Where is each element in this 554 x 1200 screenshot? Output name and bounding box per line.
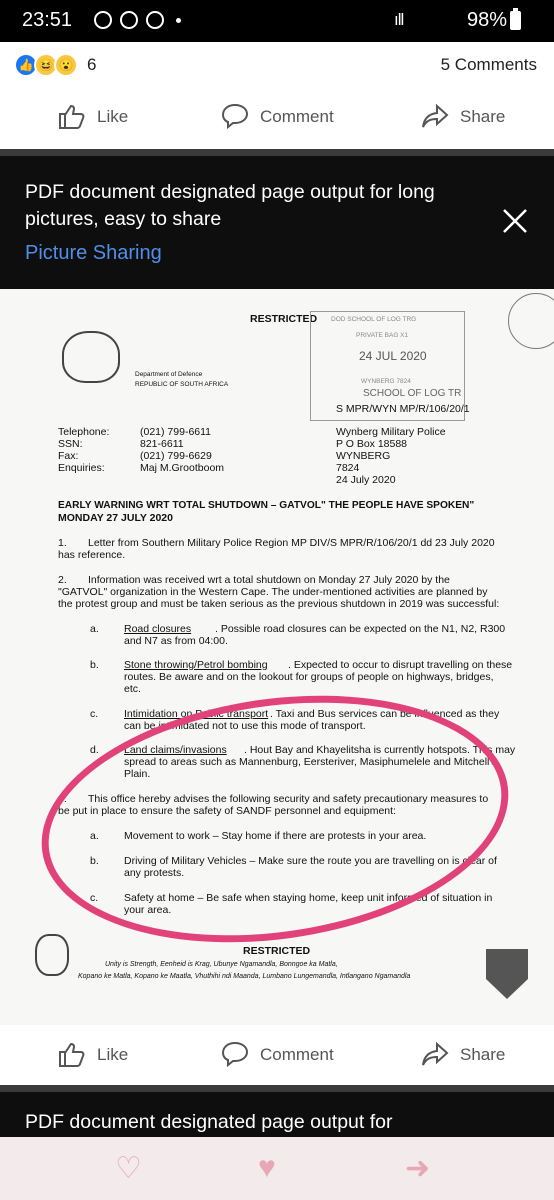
sandf-shield [486, 949, 528, 999]
home-icon[interactable]: ♥ [258, 1151, 276, 1184]
letter-heading: EARLY WARNING WRT TOTAL SHUTDOWN – GATVOL" THE PEOPLE HAVE SPOKEN" [58, 500, 475, 511]
like-button[interactable]: Like [57, 1035, 167, 1075]
battery-percent: 98% [467, 9, 508, 31]
thumbs-up-icon [57, 101, 87, 131]
divider [0, 1085, 554, 1092]
restricted-header: RESTRICTED [250, 313, 318, 325]
pdf-banner [0, 149, 554, 289]
military-police-crest [62, 331, 120, 383]
chrome-icon [120, 11, 138, 29]
signal-icon: ıll [394, 10, 404, 29]
date-stamp: DOD SCHOOL OF LOG TRG PRIVATE BAG X1 24 JUL 2020 WYNBERG 7824 SCHOOL OF LOG TR [310, 311, 465, 421]
share-icon [420, 101, 450, 131]
republic-line: REPUBLIC OF SOUTH AFRICA [135, 381, 229, 388]
post-footer [0, 42, 554, 149]
department-line: Department of Defence [135, 371, 203, 378]
battery-icon [510, 11, 521, 30]
comments-count[interactable]: 5 Comments [440, 55, 537, 74]
letter-date: 24 July 2020 [336, 474, 396, 486]
chrome-icon [146, 11, 164, 29]
coat-of-arms [35, 934, 69, 976]
pdf-banner-2 [0, 1085, 554, 1137]
banner-title: PDF document designated page output for [25, 1111, 393, 1133]
post-footer-2 [0, 1025, 554, 1085]
more-notifications-icon [176, 18, 181, 23]
restricted-footer: RESTRICTED [243, 945, 311, 957]
like-button[interactable]: Like [57, 97, 167, 137]
reaction-count: 6 [87, 55, 97, 74]
divider [0, 149, 554, 156]
haha-reaction-icon: 😆 [34, 53, 58, 77]
like-reaction-icon: 👍 [14, 53, 38, 77]
share-button[interactable]: Share [420, 97, 530, 137]
wow-reaction-icon: 😮 [54, 53, 78, 77]
comment-button[interactable]: Comment [220, 97, 350, 137]
document-image[interactable]: Department of Defence REPUBLIC OF SOUTH AFRICA RESTRICTED DOD SCHOOL OF LOG TRG PRIVATE BAG X1 24 JUL 2020 WYNBERG 7824 SCHOOL OF LOG TR S MPR/WYN MP/R/106/20/1 Telephone: (021) 799-6611 SSN: 821-6611 Fax: (021) 799-6629 Enquiries: Maj M.Grootboom Wynberg Military Police P O Box 18588 WYNBERG 7824 24 July 2020 EARLY WARNING WRT TOTAL SHUTDOWN – GATVOL" THE PEOPLE HAVE SPOKEN" MONDAY 27 JULY 2020 1. Letter from Southern Military Police Region MP DIV/S MPR/R/106/20/1 dd 23 July 2020 has reference. 2. Information was received wrt a total shutdown on Monday 27 July 2020 by the "GATVOL" organization in the Western Cape. The under-mentioned activities are planned by the protest group and must be taken serious as the previous shutdown in 2019 was successful: a. Road closures . Possible road closures can be expected on the N1, N2, R300 and N7 as from 04:00. b. Stone throwing/Petrol bombing . Expected to occur to disrupt travelling on these routes. Be aware and on the lookout for groups of people on highways, bridges, etc. c. Intimidation on Public transport . Taxi and Bus services can be influenced as they can be intimidated not to use this mode of transport. d. Land claims/invasions . Hout Bay and Khayelitsha is currently hotspots. This may spread to areas such as Mannenburg, Eersteriver, Masiphumelele and Mitchell's Plain. 3. This office hereby advises the following security and safety precautionary measures to be put in place to ensure the safety of SANDF personnel and equipment: a. Movement to work – Stay home if there are protests in your area. b. Driving of Military Vehicles – Make sure the route you are travelling on is clear of any protests. c. Safety at home – Be safe when staying home, keep unit informed of situation in your area. RESTRICTED Unity is Strength, Eenheid is Krag, Ubunye Ngamandla, Bonngoe ka Matla, Kopano ke Matla, Kopano ke Maatla, Vhuthihi ndi Maanda, Lumbano Lungemandla, Intlangano Ngamandla [0, 289, 554, 1025]
close-icon[interactable] [500, 206, 530, 236]
reference-number: S MPR/WYN MP/R/106/20/1 [336, 403, 470, 415]
share-button[interactable]: Share [420, 1035, 530, 1075]
banner-title: PDF document designated page output for long pictures, easy to share [25, 181, 435, 230]
comment-icon [220, 1039, 250, 1069]
navigation-bar [0, 1137, 554, 1200]
motto: Unity is Strength, Eenheid is Krag, Ubunye Ngamandla, Bonngoe ka Matla, [105, 961, 338, 968]
recent-apps-icon[interactable]: ♡ [115, 1152, 142, 1185]
document-seal-circle [508, 293, 554, 349]
clock: 23:51 [22, 9, 73, 31]
chrome-icon [94, 11, 112, 29]
picture-sharing-link[interactable]: Picture Sharing [25, 242, 162, 264]
comment-icon [220, 101, 250, 131]
comment-button[interactable]: Comment [220, 1035, 350, 1075]
status-bar [0, 0, 554, 42]
thumbs-up-icon [57, 1039, 87, 1069]
back-icon[interactable]: ➜ [405, 1152, 431, 1185]
share-icon [420, 1039, 450, 1069]
